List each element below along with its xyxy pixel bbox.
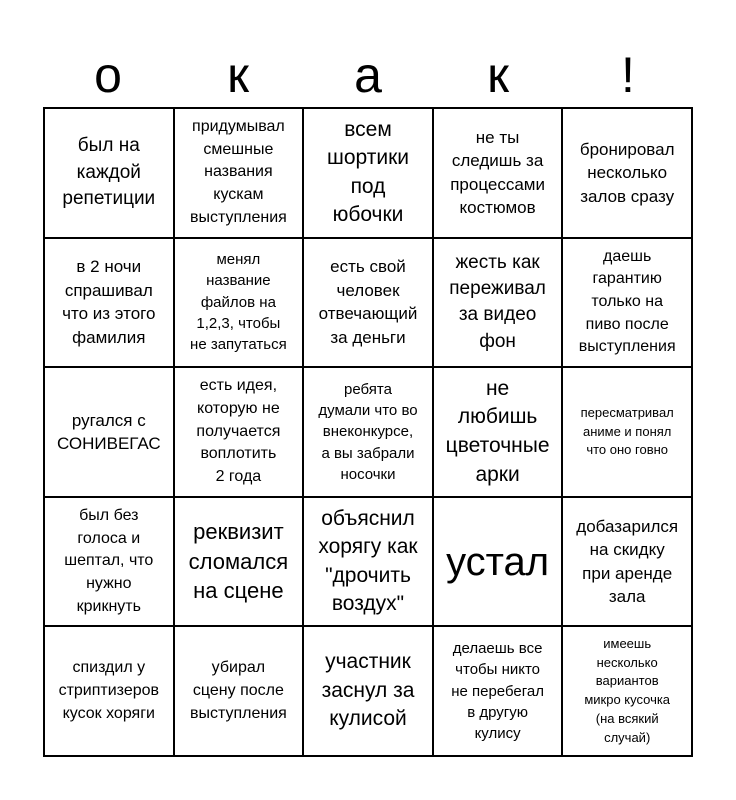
bingo-cell-text: убирал сцену после выступления [189, 659, 287, 722]
bingo-cell-text: имеешь несколько вариантов микро кусочка (на всякий случай) [584, 635, 671, 745]
bingo-board [43, 107, 693, 757]
bingo-cell[interactable] [303, 367, 433, 497]
bingo-cell[interactable] [433, 108, 563, 238]
bingo-cell[interactable] [44, 108, 174, 238]
bingo-cell-text: спиздил у стриптизеров кусок хоряги [58, 659, 160, 722]
bingo-cell[interactable] [433, 626, 563, 756]
bingo-cell[interactable] [174, 108, 304, 238]
bingo-cell[interactable] [562, 626, 692, 756]
bingo-cell[interactable] [44, 626, 174, 756]
bingo-cell-text: участник заснул за кулисой [321, 650, 415, 731]
bingo-cell-text: был без голоса и шептал, что нужно крикнуть [64, 506, 154, 615]
header-letter-4: к [487, 47, 509, 103]
bingo-cell[interactable] [303, 497, 433, 627]
bingo-cell-text: пересматривал аниме и понял что оно говно [580, 404, 674, 458]
bingo-cell-text: объяснил хорягу как "дрочить воздух" [318, 506, 418, 616]
bingo-cell[interactable] [303, 626, 433, 756]
bingo-cell[interactable] [562, 497, 692, 627]
bingo-cell-text: не ты следишь за процессами костюмов [450, 127, 545, 218]
bingo-cell[interactable] [433, 497, 563, 627]
bingo-cell[interactable] [303, 238, 433, 368]
bingo-cell-text: есть идея, которую не получается воплотить 2 года [196, 377, 281, 486]
bingo-cell-text: ребята думали что во внеконкурсе, а вы забрали носочки [318, 380, 418, 483]
bingo-cell[interactable] [433, 367, 563, 497]
header-letter-3: а [354, 47, 382, 103]
bingo-cell-text: всем шортики под юбочки [326, 117, 409, 227]
bingo-cell[interactable] [44, 497, 174, 627]
bingo-cell[interactable] [562, 238, 692, 368]
bingo-cell[interactable] [433, 238, 563, 368]
bingo-cell-text: делаешь все чтобы никто не перебегал в другую кулису [451, 639, 544, 743]
bingo-cell[interactable] [174, 626, 304, 756]
bingo-cell[interactable] [174, 238, 304, 368]
bingo-cell-text: был на каждой репетиции [62, 135, 156, 209]
bingo-header [43, 44, 693, 106]
bingo-cell-text: не любишь цветочные арки [445, 376, 550, 486]
bingo-cell-text: бронировал несколько залов сразу [579, 139, 675, 206]
bingo-cell[interactable] [562, 108, 692, 238]
bingo-cell-text: есть свой человек отвечающий за деньги [318, 257, 418, 347]
header-letter-5: ! [621, 47, 635, 103]
bingo-cell[interactable] [44, 367, 174, 497]
bingo-cell-text: добазарился на скидку при аренде зала [576, 516, 679, 607]
bingo-cell[interactable] [303, 108, 433, 238]
bingo-cell-text: менял название файлов на 1,2,3, чтобы не запутаться [190, 251, 287, 354]
bingo-cell-text: придумывал смешные названия кускам выступления [189, 118, 287, 226]
bingo-cell[interactable] [44, 238, 174, 368]
bingo-cell[interactable] [174, 367, 304, 497]
bingo-cell-text: даешь гарантию только на пиво после выступления [578, 247, 676, 356]
bingo-cell-text: реквизит сломался на сцене [188, 519, 289, 604]
bingo-cell[interactable] [174, 497, 304, 627]
bingo-cell-text: ругался с СОНИВЕГАС [56, 410, 161, 453]
bingo-cell[interactable] [562, 367, 692, 497]
header-letter-1: о [94, 47, 122, 103]
header-letter-2: к [227, 47, 249, 103]
bingo-cell-text: в 2 ночи спрашивал что из этого фамилия [62, 257, 156, 347]
bingo-cell-text: жесть как переживал за видео фон [449, 251, 546, 352]
bingo-cell-text: устал [446, 539, 550, 584]
